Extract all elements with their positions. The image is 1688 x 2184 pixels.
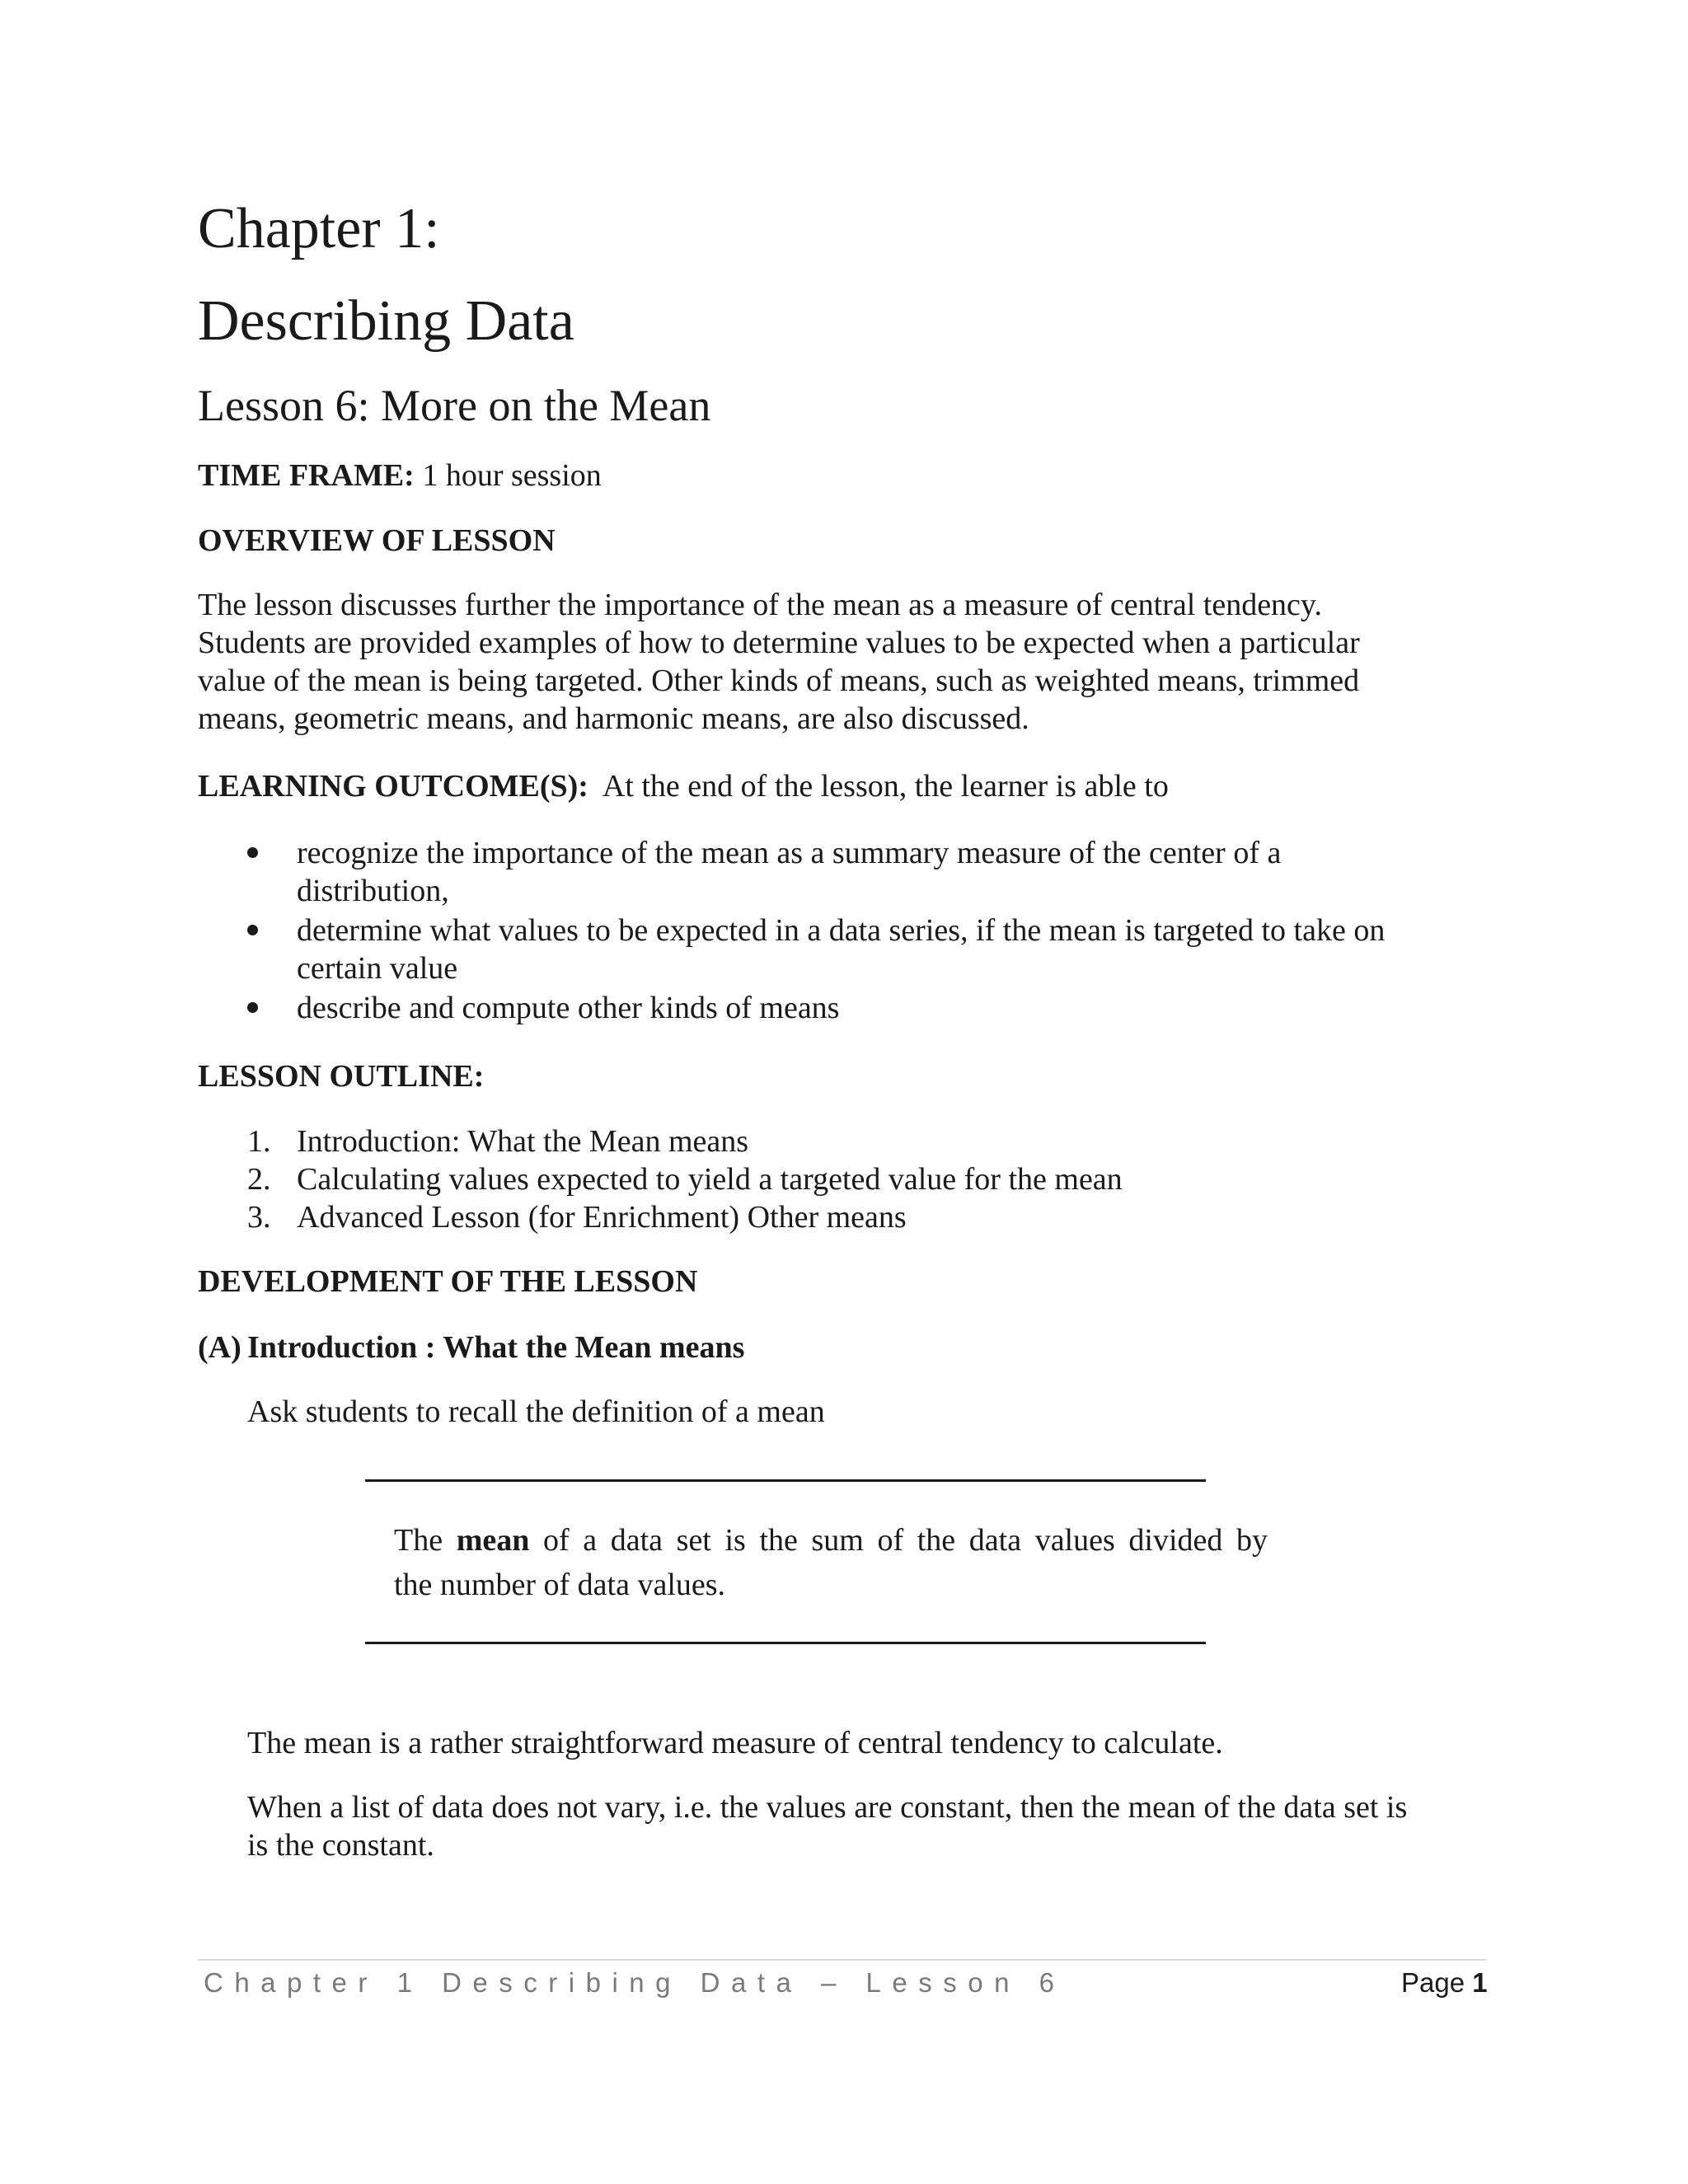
footer-title: Chapter 1 Describing Data – Lesson 6 — [204, 1967, 1066, 1998]
definition-text: The — [394, 1523, 457, 1558]
lesson-outline-list — [247, 1122, 1123, 1236]
divider — [365, 1479, 1206, 1482]
subject-title: Describing Data — [198, 289, 574, 353]
page-number — [1401, 1966, 1488, 2000]
paragraph-line: When a list of data does not vary, i.e. the values are constant, then the mean of the data set is — [247, 1790, 1408, 1825]
list-item-text: Advanced Lesson (for Enrichment) Other means — [297, 1200, 907, 1235]
time-frame-value: 1 hour session — [414, 458, 602, 493]
divider — [365, 1642, 1206, 1644]
learning-outcomes-intro: At the end of the lesson, the learner is able to — [588, 769, 1169, 804]
overview-line: The lesson discusses further the importance of the mean as a measure of central tendency. — [198, 588, 1322, 622]
overview-line: value of the mean is being targeted. Other kinds of means, such as weighted means, trimmed — [198, 663, 1360, 698]
lesson-outline-heading: LESSON OUTLINE: — [198, 1059, 485, 1094]
page-number-value: 1 — [1472, 1967, 1488, 1998]
definition-line — [394, 1518, 1268, 1563]
learning-outcomes-heading — [198, 767, 1169, 805]
overview-paragraph — [198, 586, 1360, 738]
paragraph-line: is the constant. — [247, 1828, 434, 1863]
footer-divider — [198, 1959, 1486, 1961]
bullet-icon — [247, 925, 258, 935]
list-item-text: Calculating values expected to yield a targeted value for the mean — [297, 1162, 1123, 1197]
definition-text: of a data set is the sum of the data values divided by — [529, 1523, 1268, 1558]
list-item — [247, 1122, 1123, 1160]
page-label: Page — [1401, 1967, 1473, 1998]
paragraph — [247, 1788, 1407, 1864]
bullet-icon — [247, 847, 258, 858]
list-item — [247, 912, 1484, 987]
bullet-icon — [247, 1002, 258, 1013]
list-item-text: certain value — [297, 951, 458, 986]
list-item-text: determine what values to be expected in a data series, if the mean is targeted to take on — [297, 913, 1386, 948]
list-item — [247, 1198, 1123, 1236]
list-item-text: recognize the importance of the mean as a summary measure of the center of a — [297, 836, 1282, 870]
time-frame-label: TIME FRAME: — [198, 458, 415, 493]
definition-box — [394, 1518, 1268, 1607]
overview-line: Students are provided examples of how to determine values to be expected when a particular — [198, 626, 1360, 660]
ask-students-text: Ask students to recall the definition of a mean — [247, 1394, 825, 1429]
time-frame — [198, 457, 602, 494]
overview-heading: OVERVIEW OF LESSON — [198, 523, 556, 558]
lesson-title: Lesson 6: More on the Mean — [198, 381, 711, 430]
development-heading: DEVELOPMENT OF THE LESSON — [198, 1264, 698, 1299]
list-item-number: 1. — [247, 1124, 271, 1159]
definition-line: the number of data values. — [394, 1568, 726, 1602]
definition-term: mean — [456, 1523, 530, 1558]
list-item-text: Introduction: What the Mean means — [297, 1124, 749, 1159]
list-item-text: distribution, — [297, 874, 449, 908]
section-letter: (A) — [198, 1330, 241, 1365]
learning-outcomes-list — [247, 834, 1484, 1027]
list-item — [247, 1160, 1123, 1198]
list-item — [247, 834, 1484, 910]
chapter-title: Chapter 1: — [198, 197, 440, 260]
list-item — [247, 989, 1484, 1027]
overview-line: means, geometric means, and harmonic means, are also discussed. — [198, 701, 1029, 736]
list-item-number: 2. — [247, 1162, 271, 1197]
section-title: Introduction : What the Mean means — [247, 1330, 745, 1365]
list-item-text: describe and compute other kinds of means — [297, 991, 840, 1025]
paragraph: The mean is a rather straightforward measure of central tendency to calculate. — [247, 1726, 1223, 1760]
list-item-number: 3. — [247, 1200, 271, 1235]
section-a-heading — [198, 1329, 744, 1366]
learning-outcomes-label: LEARNING OUTCOME(S): — [198, 769, 588, 804]
